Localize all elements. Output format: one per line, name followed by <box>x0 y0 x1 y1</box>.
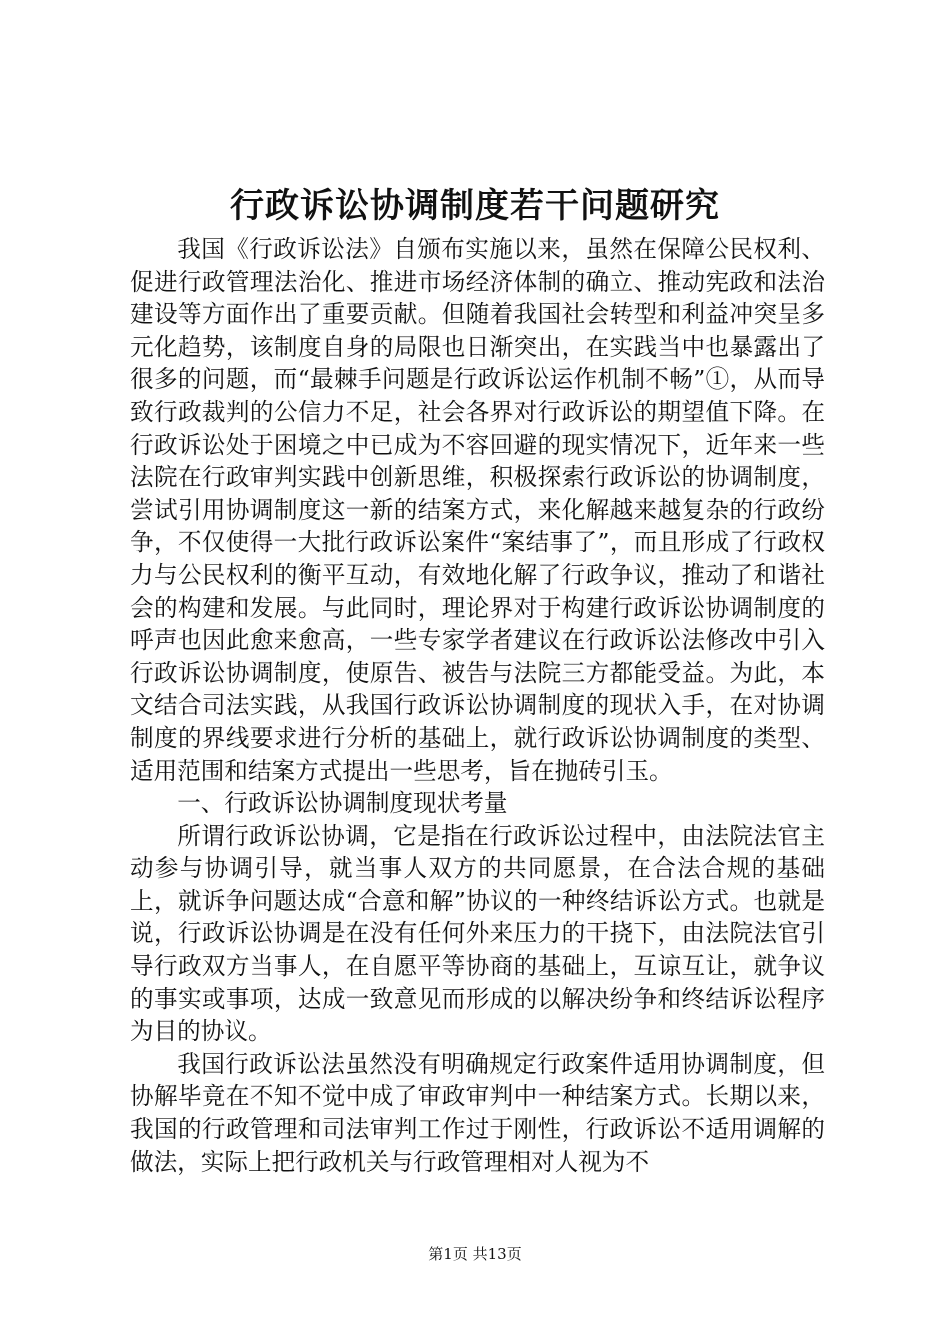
document-title: 行政诉讼协调制度若干问题研究 <box>230 186 720 226</box>
section-heading: 一、行政诉讼协调制度现状考量 <box>177 789 508 818</box>
body-paragraph: 我国行政诉讼法虽然没有明确规定行政案件适用协调制度，但协解毕竟在不知不觉中成了审政审判中一种结案方式。长期以来，我国的行政管理和司法审判工作过于刚性，行政诉讼不适用调解的做法，实际上把行政机关与行政管理相对人视为不 <box>130 1049 825 1176</box>
body-paragraph: 所谓行政诉讼协调，它是指在行政诉讼过程中，由法院法官主动参与协调引导，就当事人双方的共同愿景，在合法合规的基础上，就诉争问题达成“合意和解”协议的一种终结诉讼方式。也就是说，行政诉讼协调是在没有任何外来压力的干挠下，由法院法官引导行政双方当事人，在自愿平等协商的基础上，互谅互让，就争议的事实或事项，达成一致意见而形成的以解决纷争和终结诉讼程序为目的协议。 <box>130 821 825 1046</box>
document-body <box>130 233 825 1178</box>
body-paragraph: 我国《行政诉讼法》自颁布实施以来，虽然在保障公民权利、促进行政管理法治化、推进市场经济体制的确立、推动宪政和法治建设等方面作出了重要贡献。但随着我国社会转型和利益冲突呈多元化趋势，该制度自身的局限也日渐突出，在实践当中也暴露出了很多的问题，而“最棘手问题是行政诉讼运作机制不畅”①，从而导致行政裁判的公信力不足，社会各界对行政诉讼的期望值下降。在行政诉讼处于困境之中已成为不容回避的现实情况下，近年来一些法院在行政审判实践中创新思维，积极探索行政诉讼的协调制度，尝试引用协调制度这一新的结案方式，来化解越来越复杂的行政纷争，不仅使得一大批行政诉讼案件“案结事了”，而且形成了行政权力与公民权利的衡平互动，有效地化解了行政争议，推动了和谐社会的构建和发展。与此同时，理论界对于构建行政诉讼协调制度的呼声也因此愈来愈高，一些专家学者建议在行政诉讼法修改中引入行政诉讼协调制度，使原告、被告与法院三方都能受益。为此，本文结合司法实践，从我国行政诉讼协调制度的现状入手，在对协调制度的界线要求进行分析的基础上，就行政诉讼协调制度的类型、适用范围和结案方式提出一些思考，旨在抛砖引玉。 <box>130 235 825 785</box>
page-footer: 第1页 共13页 <box>428 1245 522 1263</box>
